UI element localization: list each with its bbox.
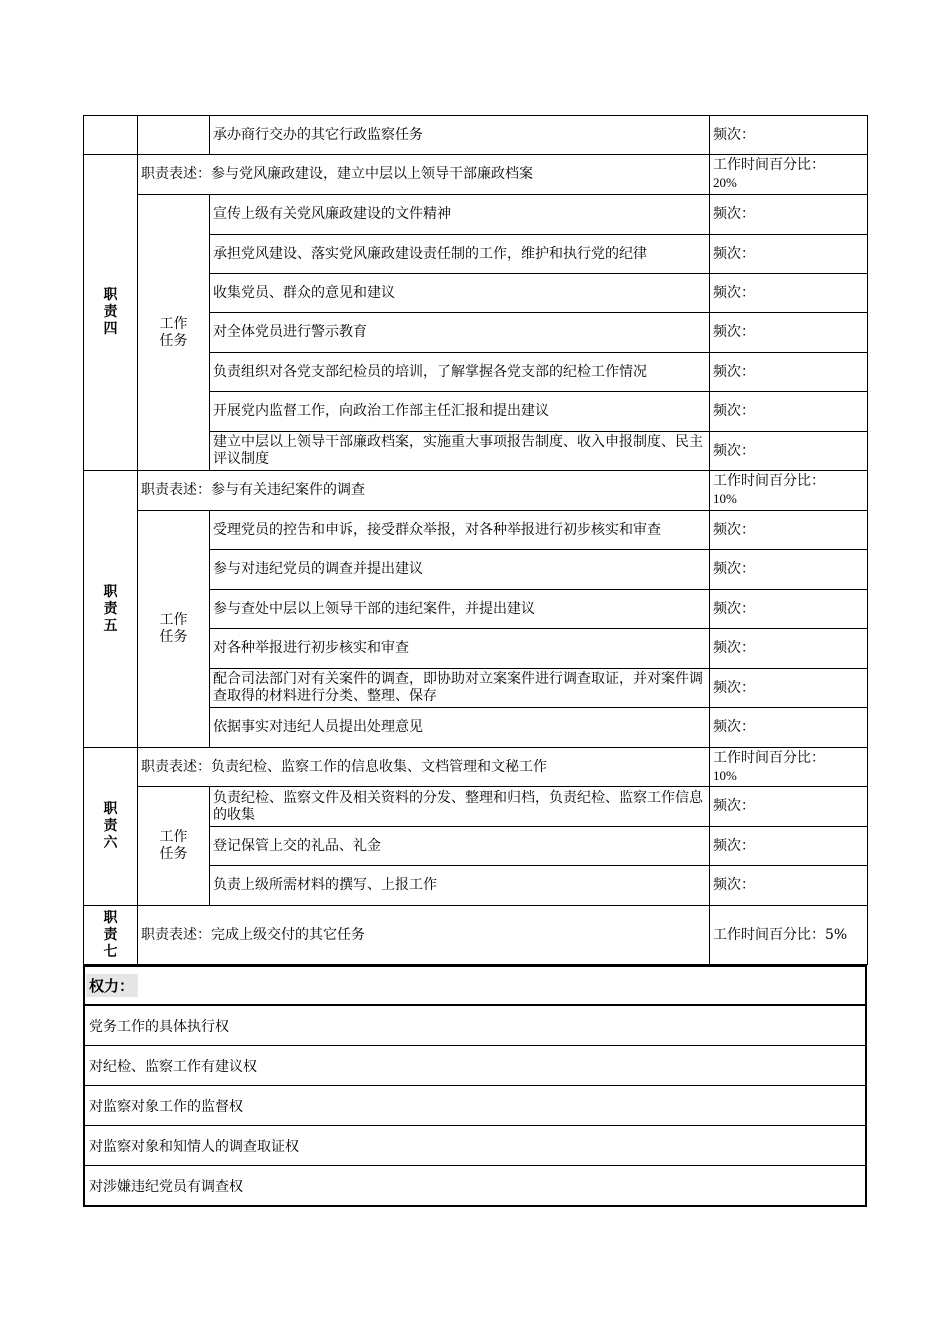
frequency-cell: 频次：: [710, 629, 868, 669]
frequency-cell: 频次：: [710, 511, 868, 550]
duty-statement-row: [84, 748, 868, 787]
duties-table: [83, 115, 868, 965]
task-cell: 受理党员的控告和申诉，接受群众举报，对各种举报进行初步核实和审查: [210, 511, 710, 550]
frequency-cell: 频次：: [710, 313, 868, 353]
frequency-cell: 频次：: [710, 432, 868, 471]
task-category-label: 工作 任务: [138, 511, 210, 748]
frequency-cell: 频次：: [710, 195, 868, 235]
frequency-cell: 频次：: [710, 590, 868, 629]
powers-heading-row: [84, 966, 866, 1005]
task-category-label: 工作 任务: [138, 195, 210, 471]
power-row: [84, 1005, 866, 1046]
powers-heading-cell: [84, 966, 866, 1005]
duty-label: 职 责 五: [84, 471, 138, 748]
duty-label-text: 职责七: [103, 909, 118, 960]
duty-label: 职 责 六: [84, 748, 138, 906]
power-row: [84, 1046, 866, 1086]
percent-cell: 工作时间百分比： 10%: [710, 471, 868, 511]
powers-heading: 权力：: [86, 974, 138, 997]
frequency-cell: 频次：: [710, 353, 868, 392]
task-cell: 收集党员、群众的意见和建议: [210, 274, 710, 313]
power-row: [84, 1086, 866, 1126]
empty-cell: [84, 116, 138, 155]
duty-label: 职 责 四: [84, 155, 138, 471]
frequency-cell: 频次：: [710, 708, 868, 748]
table-row: [84, 116, 868, 155]
task-cell: 对全体党员进行警示教育: [210, 313, 710, 353]
document-page: [83, 115, 867, 1207]
task-cell: 宣传上级有关党风廉政建设的文件精神: [210, 195, 710, 235]
power-item: 对监察对象和知情人的调查取证权: [84, 1126, 866, 1166]
task-row: [84, 787, 868, 827]
task-cell: 承担党风建设、落实党风廉政建设责任制的工作，维护和执行党的纪律: [210, 235, 710, 274]
percent-cell: 工作时间百分比：5%: [710, 906, 868, 965]
task-cell: 配合司法部门对有关案件的调查，即协助对立案案件进行调查取证，并对案件调查取得的材料进行分类、整理、保存: [210, 669, 710, 708]
duty-statement-row: [84, 155, 868, 195]
power-row: [84, 1166, 866, 1207]
frequency-cell: 频次：: [710, 669, 868, 708]
duty-statement: 职责表述：参与党风廉政建设，建立中层以上领导干部廉政档案: [138, 155, 710, 195]
percent-cell: 工作时间百分比： 20%: [710, 155, 868, 195]
task-cell: 对各种举报进行初步核实和审查: [210, 629, 710, 669]
frequency-cell: 频次：: [710, 550, 868, 590]
empty-cell: [138, 116, 210, 155]
frequency-cell: 频次：: [710, 392, 868, 432]
frequency-cell: 频次：: [710, 866, 868, 906]
frequency-cell: 频次：: [710, 274, 868, 313]
percent-cell: 工作时间百分比： 10%: [710, 748, 868, 787]
task-row: [84, 511, 868, 550]
task-cell: 参与对违纪党员的调查并提出建议: [210, 550, 710, 590]
frequency-cell: 频次：: [710, 827, 868, 866]
duty-statement-row: [84, 471, 868, 511]
duty-label: [84, 906, 138, 965]
power-item: 对涉嫌违纪党员有调查权: [84, 1166, 866, 1207]
task-cell: 依据事实对违纪人员提出处理意见: [210, 708, 710, 748]
task-cell: 负责上级所需材料的撰写、上报工作: [210, 866, 710, 906]
frequency-cell: 频次：: [710, 235, 868, 274]
frequency-cell: 频次：: [710, 116, 868, 155]
task-cell: 建立中层以上领导干部廉政档案，实施重大事项报告制度、收入申报制度、民主评议制度: [210, 432, 710, 471]
frequency-cell: 频次：: [710, 787, 868, 827]
duty-statement-row: [84, 906, 868, 965]
powers-table: [83, 965, 867, 1207]
task-cell: 负责组织对各党支部纪检员的培训，了解掌握各党支部的纪检工作情况: [210, 353, 710, 392]
power-item: 对监察对象工作的监督权: [84, 1086, 866, 1126]
power-item: 对纪检、监察工作有建议权: [84, 1046, 866, 1086]
task-row: [84, 195, 868, 235]
duty-statement: 职责表述：负责纪检、监察工作的信息收集、文档管理和文秘工作: [138, 748, 710, 787]
power-item: 党务工作的具体执行权: [84, 1005, 866, 1046]
task-category-label: 工作 任务: [138, 787, 210, 906]
duty-statement: 职责表述：参与有关违纪案件的调查: [138, 471, 710, 511]
task-cell: 登记保管上交的礼品、礼金: [210, 827, 710, 866]
task-cell: 承办商行交办的其它行政监察任务: [210, 116, 710, 155]
task-cell: 开展党内监督工作，向政治工作部主任汇报和提出建议: [210, 392, 710, 432]
task-cell: 负责纪检、监察文件及相关资料的分发、整理和归档，负责纪检、监察工作信息的收集: [210, 787, 710, 827]
duty-statement: 职责表述：完成上级交付的其它任务: [138, 906, 710, 965]
power-row: [84, 1126, 866, 1166]
task-cell: 参与查处中层以上领导干部的违纪案件，并提出建议: [210, 590, 710, 629]
